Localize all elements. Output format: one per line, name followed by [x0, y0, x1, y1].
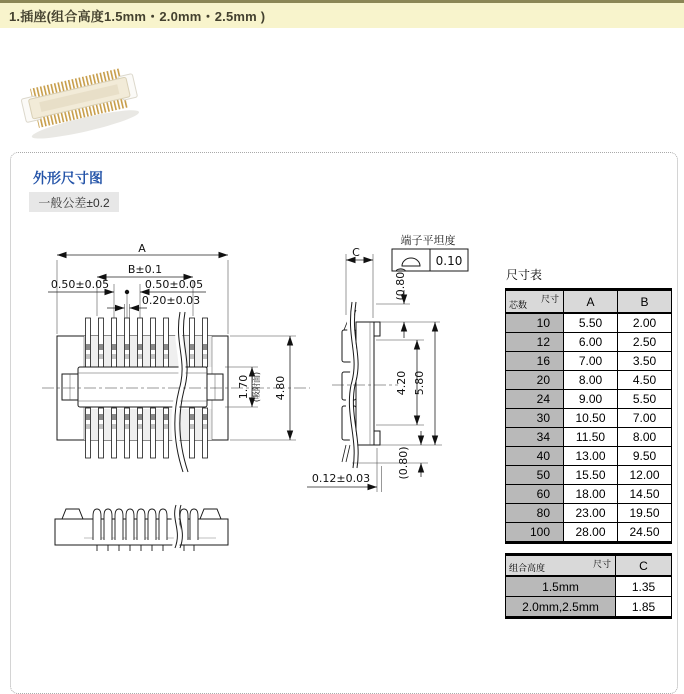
height-table	[505, 553, 672, 619]
dimension-value-cell: 19.50	[618, 504, 672, 523]
table-row	[506, 352, 672, 371]
dimension-value-cell: 11.50	[564, 428, 618, 447]
table-row	[506, 409, 672, 428]
top-view	[42, 242, 310, 472]
page-header	[0, 0, 684, 28]
connector-photo-group	[19, 66, 142, 144]
dimension-value-cell: 24.50	[618, 523, 672, 543]
table-row	[506, 390, 672, 409]
table-row	[506, 371, 672, 390]
cores-count-cell: 24	[506, 390, 564, 409]
stack-height-cell: 1.5mm	[506, 576, 616, 597]
dimension-value-cell: 10.50	[564, 409, 618, 428]
cores-count-cell: 12	[506, 333, 564, 352]
dimension-value-cell: 2.50	[618, 333, 672, 352]
dim-mating-label: 4.20	[395, 370, 408, 396]
sizes-table-title: 尺寸表	[506, 268, 543, 282]
corner-dim-label: 尺寸	[540, 294, 559, 304]
dimension-value-cell: 8.00	[564, 371, 618, 390]
dimension-drawing	[20, 225, 505, 615]
dimension-value-cell: 5.50	[618, 390, 672, 409]
cores-count-cell: 50	[506, 466, 564, 485]
dimension-value-cell: 13.00	[564, 447, 618, 466]
dim-standoff-label: 0.12±0.03	[311, 472, 371, 485]
table-row	[506, 447, 672, 466]
table-row	[506, 523, 672, 543]
corner-dim-label: 尺寸	[592, 559, 611, 569]
dimension-value-cell: 18.00	[564, 485, 618, 504]
side-view	[307, 233, 468, 492]
dim-bottom-gap-label: (0.80)	[397, 446, 410, 480]
dim-body-height-label: 1.70	[237, 374, 250, 400]
tolerance-chip: 一般公差±0.2	[29, 192, 119, 212]
dimension-value-cell: 4.50	[618, 371, 672, 390]
dimension-value-cell: 1.35	[616, 576, 672, 597]
column-a-header: A	[564, 290, 618, 314]
flatness-title: 端子平坦度	[400, 234, 456, 247]
corner-cores-label: 芯数	[509, 300, 528, 310]
cores-count-cell: 34	[506, 428, 564, 447]
sizes-corner-cell	[506, 290, 564, 314]
dim-a-label: A	[138, 242, 146, 255]
height-corner-cell	[506, 555, 616, 577]
dimension-value-cell: 8.00	[618, 428, 672, 447]
page-header-title: 1.插座(组合高度1.5mm・2.0mm・2.5mm )	[9, 9, 266, 24]
tables-panel	[505, 266, 675, 619]
cores-count-cell: 16	[506, 352, 564, 371]
dim-top-gap-label: (0.80)	[394, 267, 407, 301]
dimension-value-cell: 28.00	[564, 523, 618, 543]
table-row	[506, 333, 672, 352]
cores-count-cell: 20	[506, 371, 564, 390]
section-title: 外形尺寸图	[33, 170, 103, 186]
dimension-value-cell: 9.50	[618, 447, 672, 466]
dim-overall-height-label: 4.80	[274, 375, 287, 401]
corner-height-label: 组合高度	[509, 563, 546, 573]
table-row	[506, 576, 672, 597]
dimension-value-cell: 7.00	[618, 409, 672, 428]
sizes-table-header-row	[506, 290, 672, 314]
table-row	[506, 485, 672, 504]
front-view	[55, 505, 228, 551]
table-row	[506, 597, 672, 618]
cores-count-cell: 80	[506, 504, 564, 523]
dimension-value-cell: 14.50	[618, 485, 672, 504]
table-row	[506, 466, 672, 485]
dimension-value-cell: 3.50	[618, 352, 672, 371]
dimension-value-cell: 23.00	[564, 504, 618, 523]
dim-pitch-right-label: 0.50±0.05	[144, 278, 204, 291]
sizes-table-body	[506, 313, 672, 543]
sizes-table	[505, 288, 672, 544]
height-table-body	[506, 576, 672, 618]
dimension-value-cell: 1.85	[616, 597, 672, 618]
dim-pin-width-label: 0.20±0.03	[141, 294, 201, 307]
dimension-value-cell: 7.00	[564, 352, 618, 371]
table-row	[506, 428, 672, 447]
stack-height-cell: 2.0mm,2.5mm	[506, 597, 616, 618]
dimension-value-cell: 12.00	[618, 466, 672, 485]
dimension-value-cell: 5.50	[564, 313, 618, 333]
cores-count-cell: 40	[506, 447, 564, 466]
cores-count-cell: 100	[506, 523, 564, 543]
product-photo	[8, 46, 158, 146]
cores-count-cell: 60	[506, 485, 564, 504]
flatness-value: 0.10	[435, 254, 463, 268]
dim-pitch-left-label: 0.50±0.05	[50, 278, 110, 291]
cores-count-cell: 30	[506, 409, 564, 428]
dim-c-label: C	[352, 246, 360, 259]
column-c-header: C	[616, 555, 672, 577]
table-row	[506, 504, 672, 523]
height-table-header-row	[506, 555, 672, 577]
dimension-value-cell: 6.00	[564, 333, 618, 352]
dimension-value-cell: 2.00	[618, 313, 672, 333]
dim-total-label: 5.80	[413, 370, 426, 396]
dim-b-label: B±0.1	[127, 263, 163, 276]
cores-count-cell: 10	[506, 313, 564, 333]
dimension-value-cell: 15.50	[564, 466, 618, 485]
suction-face-label: (吸附面)	[252, 371, 261, 403]
dimension-value-cell: 9.00	[564, 390, 618, 409]
column-b-header: B	[618, 290, 672, 314]
table-row	[506, 313, 672, 333]
